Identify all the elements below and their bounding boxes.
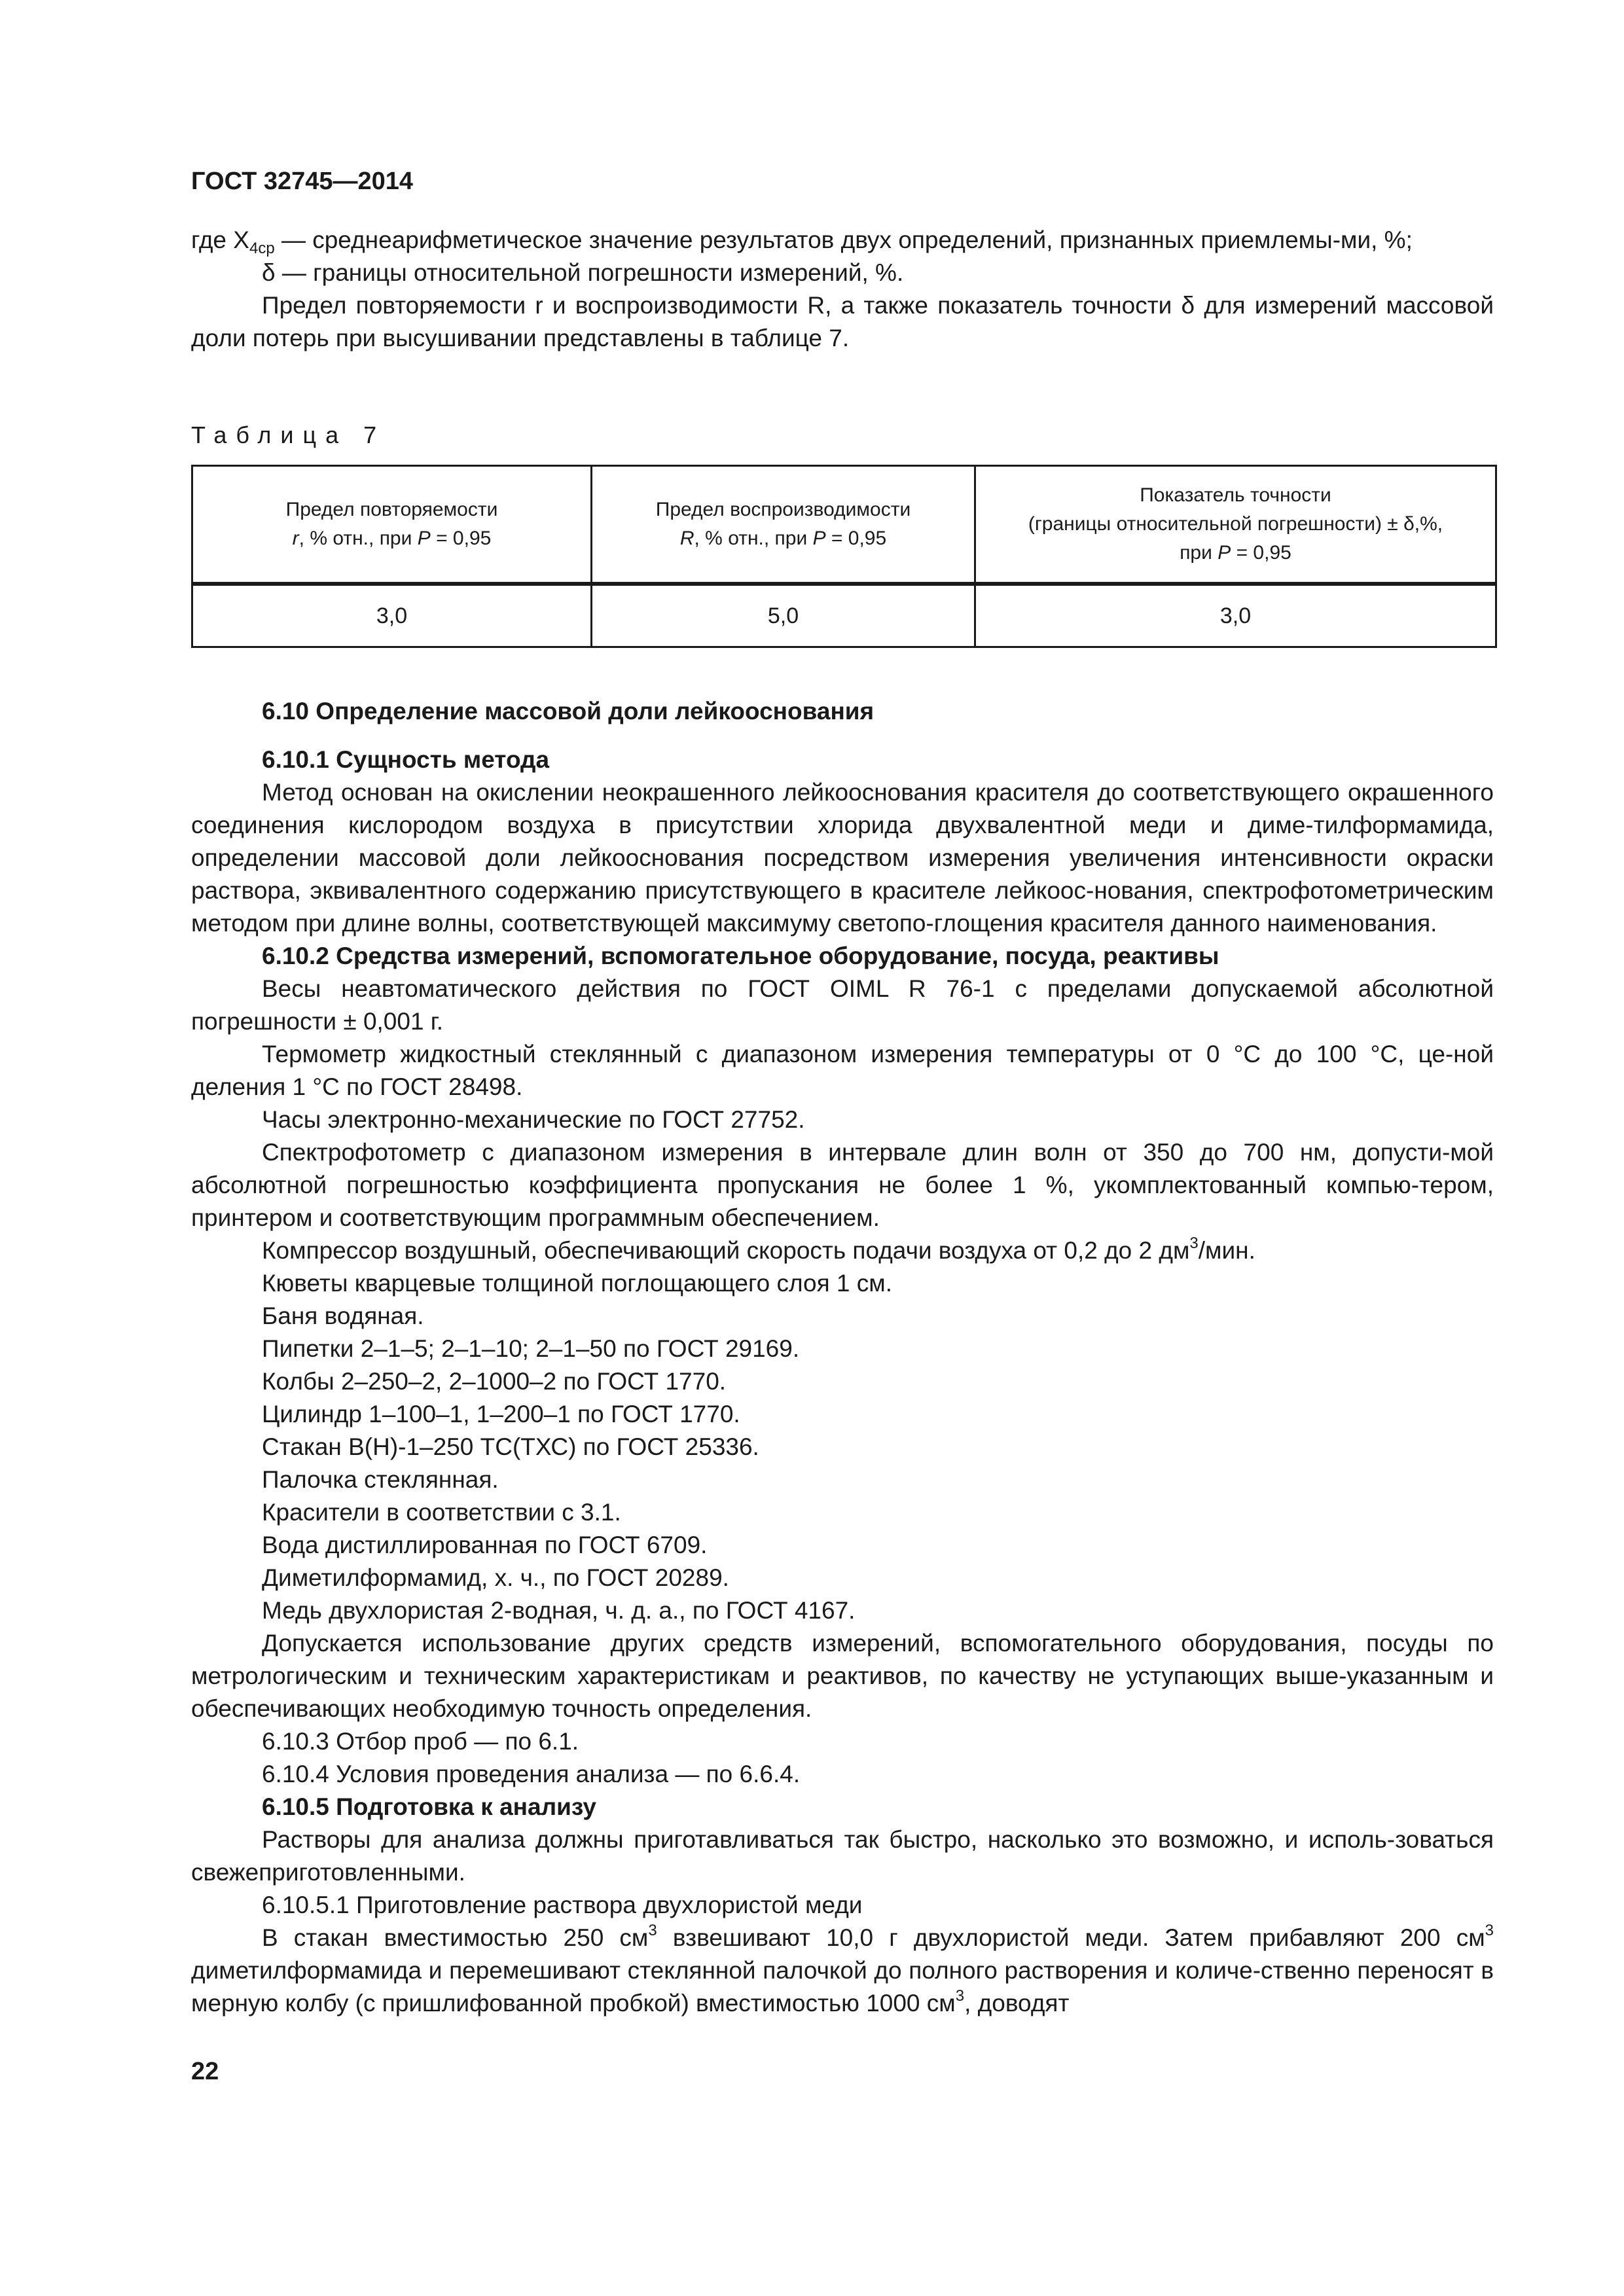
page-number: 22 (191, 2058, 219, 2085)
table-header-row (192, 466, 1496, 584)
method-essence-text: Метод основан на окислении неокрашенного лейкооснования красителя до соответствующего окрашенного соединения кислородом воздуха в присутствии хлорида двухвалентной меди и диме-тилформамида, определении массовой доли лейкооснования посредством измерения увеличения интенсивности окраски раствора, эквивалентного содержанию присутствующего в красителе лейкоос-нования, спектрофотометрическим методом при длине волны, соответствующей максимуму светопо-глощения красителя данного наименования. (191, 779, 1494, 937)
equipment-note: Допускается использование других средств измерений, вспомогательного оборудования, посуды по метрологическим и техническим характеристикам и реактивов, по качеству не уступающих выше-указанным и обеспечивающих необходимую точность определения. (191, 1630, 1494, 1722)
table-caption: Таблица 7 (191, 422, 386, 448)
subsubsection-title: 6.10.5.1 Приготовление раствора двухлористой меди (262, 1892, 863, 1918)
table-value-cell: 3,0 (975, 584, 1496, 647)
section-title: 6.10 Определение массовой доли лейкооснования (262, 698, 875, 725)
subsection-title: 6.10.5 Подготовка к анализу (262, 1793, 596, 1820)
table-value-row (192, 584, 1496, 647)
copper-solution-text: В стакан вместимостью 250 $см^3$ взвешивают 10,0 г двухлористой меди. Затем прибавляют 200 $см^3$ диметилформамида и перемешивают стеклянной палочкой до полного растворения и количе-ственно переносят в мерную колбу (с пришлифованной пробкой) вместимостью 1000 $см^3$, доводят (191, 1922, 1494, 2017)
table-header-cell: Предел воспроизводимости R, % отн., при P = 0,95 (592, 466, 975, 584)
equipment-item: Весы неавтоматического действия по ГОСТ OIML R 76-1 с пределами допускаемой абсолютной погрешности ± 0,001 г. (191, 975, 1494, 1035)
equipment-item: Медь двухлористая 2-водная, ч. д. а., по ГОСТ 4167. (262, 1597, 856, 1624)
delta-definition: δ — границы относительной погрешности измерений, %. (262, 259, 904, 286)
equipment-item: Баня водяная. (262, 1302, 424, 1329)
where-rest: — среднеарифметическое значение результатов двух определений, признанных приемлемы-ми, %; (274, 226, 1413, 253)
equipment-item: Стакан В(Н)-1–250 ТС(ТХС) по ГОСТ 25336. (262, 1433, 759, 1460)
table-header-cell: Предел повторяемости r, % отн., при P = 0,95 (192, 466, 592, 584)
equipment-item: Пипетки 2–1–5; 2–1–10; 2–1–50 по ГОСТ 29169. (262, 1335, 800, 1362)
subsection-title: 6.10.1 Сущность метода (262, 746, 550, 773)
table-header-cell: Показатель точности (границы относительной погрешности) ± δ,%, при P = 0,95 (975, 466, 1496, 584)
table-value-cell: 3,0 (192, 584, 592, 647)
intro-block (191, 224, 1494, 355)
preparation-text: Растворы для анализа должны приготавливаться так быстро, насколько это возможно, и исполь-зоваться свежеприготовленными. (191, 1826, 1494, 1886)
section-6-10 (191, 695, 1494, 2020)
where-subscript: 4ср (249, 240, 275, 257)
table-value-cell: 5,0 (592, 584, 975, 647)
equipment-item: Вода дистиллированная по ГОСТ 6709. (262, 1532, 708, 1558)
equipment-item: Палочка стеклянная. (262, 1466, 499, 1493)
equipment-item: Диметилформамид, х. ч., по ГОСТ 20289. (262, 1564, 729, 1591)
equipment-item: Колбы 2–250–2, 2–1000–2 по ГОСТ 1770. (262, 1368, 727, 1395)
equipment-item: Часы электронно-механические по ГОСТ 27752. (262, 1106, 805, 1133)
where-prefix: где X (191, 226, 249, 253)
conditions-text: 6.10.4 Условия проведения анализа — по 6.6.4. (262, 1761, 801, 1787)
equipment-item: Кюветы кварцевые толщиной поглощающего слоя 1 см. (262, 1270, 892, 1297)
equipment-item: Термометр жидкостный стеклянный с диапазоном измерения температуры от 0 °С до 100 °С, це-ной деления 1 °С по ГОСТ 28498. (191, 1041, 1494, 1100)
table-7 (191, 465, 1497, 648)
document-header: ГОСТ 32745—2014 (191, 168, 414, 195)
equipment-item: Компрессор воздушный, обеспечивающий скорость подачи воздуха от 0,2 до 2 $дм^3$/мин. (262, 1234, 1255, 1264)
sampling-text: 6.10.3 Отбор проб — по 6.1. (262, 1728, 579, 1755)
where-definition (191, 224, 1494, 257)
equipment-item: Красители в соответствии с 3.1. (262, 1499, 621, 1526)
subsection-title: 6.10.2 Средства измерений, вспомогательное оборудование, посуда, реактивы (262, 942, 1219, 969)
limits-paragraph: Предел повторяемости r и воспроизводимости R, а также показатель точности δ для измерений массовой доли потерь при высушивании представлены в таблице 7. (191, 292, 1494, 351)
equipment-item: Спектрофотометр с диапазоном измерения в интервале длин волн от 350 до 700 нм, допусти-мой абсолютной погрешностью коэффициента пропускания не более 1 %, укомплектованный компью-тером, принтером и соответствующим программным обеспечением. (191, 1139, 1494, 1231)
equipment-item: Цилиндр 1–100–1, 1–200–1 по ГОСТ 1770. (262, 1401, 740, 1427)
